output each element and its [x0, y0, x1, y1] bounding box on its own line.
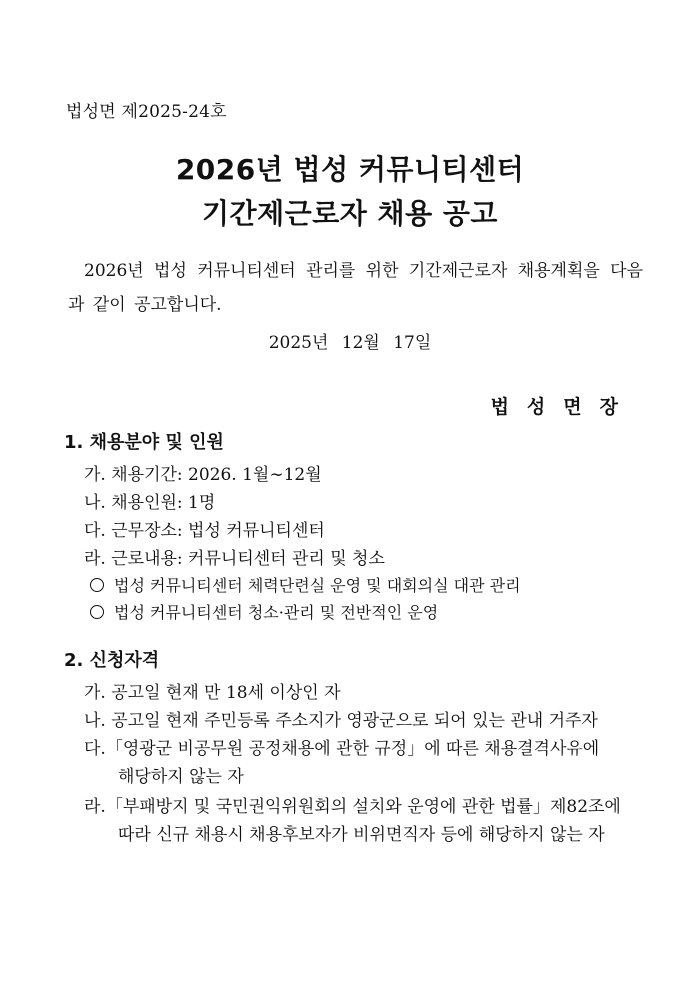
- section-2-item-da-continued: 해당하지 않는 자: [118, 767, 244, 787]
- announcement-date: 2025년 12월 17일: [268, 333, 432, 353]
- section-2-item-da: 다.「영광군 비공무원 공정채용에 관한 규정」에 따른 채용결격사유에: [84, 739, 600, 759]
- section-2-item-ga: 가. 공고일 현재 만 18세 이상인 자: [84, 683, 341, 703]
- circle-bullet-icon: [90, 578, 104, 592]
- section-2-item-ra: 라.「부패방지 및 국민권익위원회의 설치와 운영에 관한 법률」제82조에: [84, 797, 621, 817]
- section-2-item-ra-continued: 따라 신규 채용시 채용후보자가 비위면직자 등에 해당하지 않는 자: [118, 825, 605, 845]
- section-2-item-na: 나. 공고일 현재 주민등록 주소지가 영광군으로 되어 있는 관내 거주자: [84, 711, 598, 731]
- section-1-item-na: 나. 채용인원: 1명: [84, 493, 216, 513]
- section-2-heading: 2. 신청자격: [64, 650, 160, 671]
- section-1-item-ga: 가. 채용기간: 2026. 1월∼12월: [84, 465, 322, 485]
- section-1-bullet-1: [90, 573, 521, 596]
- document-number: 법성면 제2025-24호: [66, 102, 227, 122]
- signer: 법성면장: [490, 396, 636, 418]
- title-line-1: 2026년 법성 커뮤니티센터: [175, 153, 525, 186]
- title-line-2: 기간제근로자 채용 공고: [202, 197, 498, 230]
- circle-bullet-icon: [90, 605, 104, 619]
- section-1-item-ra: 라. 근로내용: 커뮤니티센터 관리 및 청소: [84, 549, 385, 569]
- section-1-heading: 1. 채용분야 및 인원: [64, 432, 224, 453]
- bullet-text: 법성 커뮤니티센터 청소·관리 및 전반적인 운영: [114, 603, 439, 622]
- section-1-bullet-2: [90, 600, 438, 623]
- intro-paragraph: 2026년 법성 커뮤니티센터 관리를 위한 기간제근로자 채용계획을 다음과 같이 공고합니다.: [68, 261, 643, 315]
- bullet-text: 법성 커뮤니티센터 체력단련실 운영 및 대회의실 대관 관리: [114, 576, 521, 595]
- section-1-item-da: 다. 근무장소: 법성 커뮤니티센터: [84, 521, 325, 541]
